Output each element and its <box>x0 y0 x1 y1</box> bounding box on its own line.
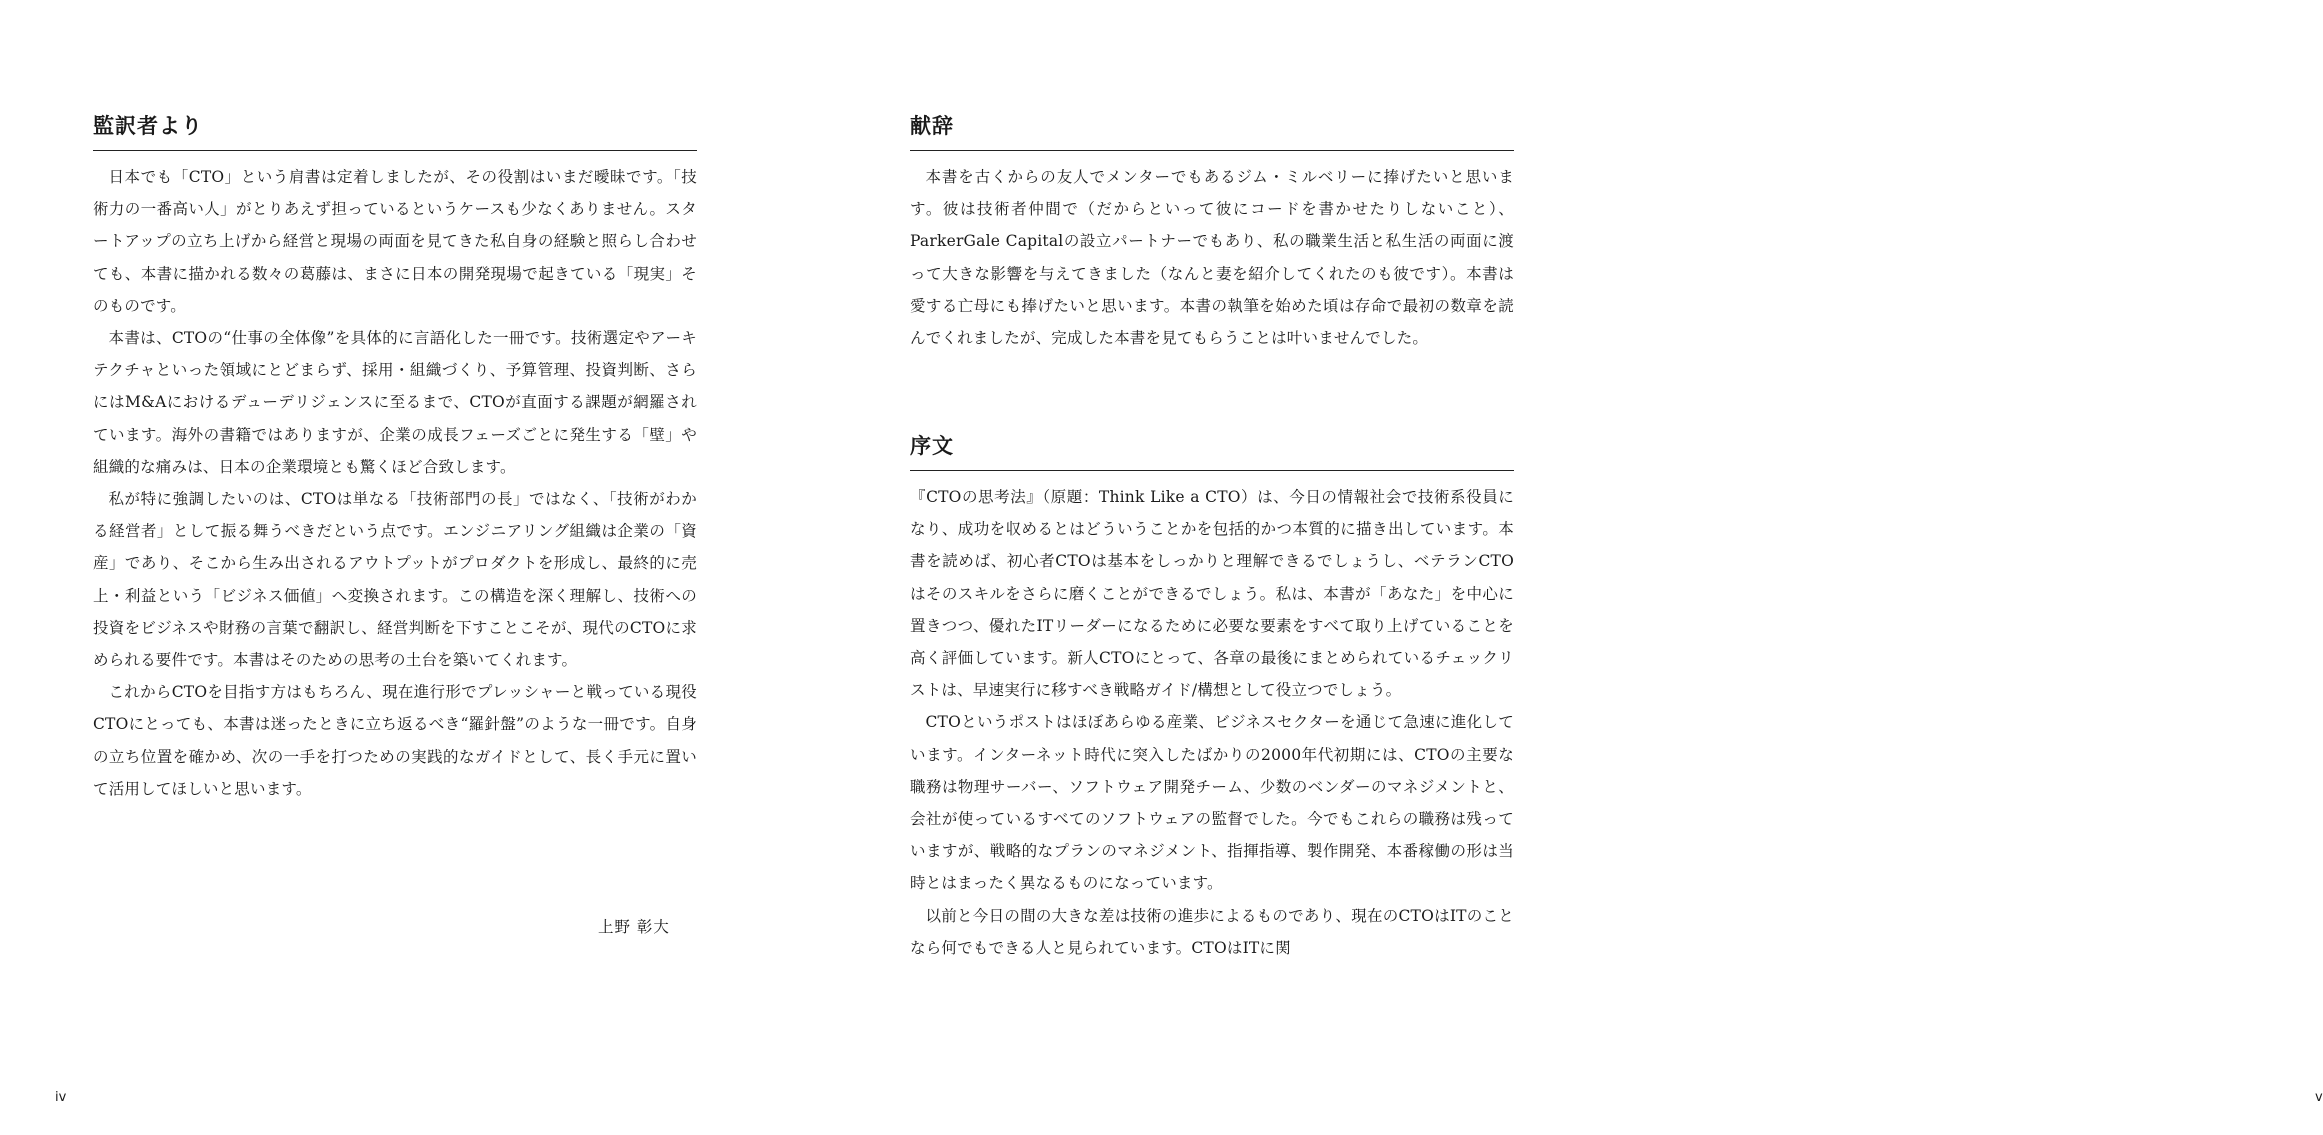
preface-body <box>910 481 1514 964</box>
left-page <box>0 0 800 1135</box>
translator-note-heading: 監訳者より <box>93 110 697 151</box>
right-page <box>800 0 2323 1135</box>
translator-note-body <box>93 161 697 805</box>
paragraph: 本書を古くからの友人でメンターでもあるジム・ミルベリーに捧げたいと思います。彼は技術者仲間で（だからといって彼にコードを書かせたりしないこと）、ParkerGale Capitalの設立パートナーでもあり、私の職業生活と私生活の両面に渡って大きな影響を与えてきました（なんと妻を紹介してくれたのも彼です）。本書は愛する亡母にも捧げたいと思います。本書の執筆を始めた頃は存命で最初の数章を読んでくれましたが、完成した本書を見てもらうことは叶いませんでした。 <box>910 168 1514 348</box>
dedication-section <box>910 110 1514 354</box>
page-number-left: iv <box>55 1090 67 1105</box>
paragraph: CTOというポストはほぼあらゆる産業、ビジネスセクターを通じて急速に進化しています。インターネット時代に突入したばかりの2000年代初期には、CTOの主要な職務は物理サーバー、ソフトウェア開発チーム、少数のベンダーのマネジメントと、会社が使っているすべてのソフトウェアの監督でした。今でもこれらの職務は残っていますが、戦略的なプランのマネジメント、指揮指導、製作開発、本番稼働の形は当時とはまったく異なるものになっています。 <box>910 713 1514 893</box>
preface-section <box>910 430 1514 964</box>
translator-signature: 上野 彰大 <box>598 918 670 936</box>
preface-heading: 序文 <box>910 430 1514 471</box>
dedication-heading: 献辞 <box>910 110 1514 151</box>
dedication-body <box>910 161 1514 354</box>
translator-note-section <box>93 110 697 805</box>
paragraph: 日本でも「CTO」という肩書は定着しましたが、その役割はいまだ曖昧です。「技術力の一番高い人」がとりあえず担っているというケースも少なくありません。スタートアップの立ち上げから経営と現場の両面を見てきた私自身の経験と照らし合わせても、本書に描かれる数々の葛藤は、まさに日本の開発現場で起きている「現実」そのものです。 <box>93 168 697 315</box>
paragraph: 本書は、CTOの“仕事の全体像”を具体的に言語化した一冊です。技術選定やアーキテクチャといった領域にとどまらず、採用・組織づくり、予算管理、投資判断、さらにはM&Aにおけるデューデリジェンスに至るまで、CTOが直面する課題が網羅されています。海外の書籍ではありますが、企業の成長フェーズごとに発生する「壁」や組織的な痛みは、日本の企業環境とも驚くほど合致します。 <box>93 329 697 476</box>
page-number-right: v <box>2315 1090 2323 1105</box>
paragraph: 『CTOの思考法』（原題：Think Like a CTO）は、今日の情報社会で技術系役員になり、成功を収めるとはどういうことかを包括的かつ本質的に描き出しています。本書を読めば、初心者CTOは基本をしっかりと理解できるでしょうし、ベテランCTOはそのスキルをさらに磨くことができるでしょう。私は、本書が「あなた」を中心に置きつつ、優れたITリーダーになるために必要な要素をすべて取り上げていることを高く評価しています。新人CTOにとって、各章の最後にまとめられているチェックリストは、早速実行に移すべき戦略ガイド/構想として役立つでしょう。 <box>910 488 1514 700</box>
paragraph: これからCTOを目指す方はもちろん、現在進行形でプレッシャーと戦っている現役CTOにとっても、本書は迷ったときに立ち返るべき“羅針盤”のような一冊です。自身の立ち位置を確かめ、次の一手を打つための実践的なガイドとして、長く手元に置いて活用してほしいと思います。 <box>93 683 697 798</box>
paragraph: 以前と今日の間の大きな差は技術の進歩によるものであり、現在のCTOはITのことなら何でもできる人と見られています。CTOはITに関 <box>910 906 1514 957</box>
paragraph: 私が特に強調したいのは、CTOは単なる「技術部門の長」ではなく、「技術がわかる経営者」として振る舞うべきだという点です。エンジニアリング組織は企業の「資産」であり、そこから生み出されるアウトプットがプロダクトを形成し、最終的に売上・利益という「ビジネス価値」へ変換されます。この構造を深く理解し、技術への投資をビジネスや財務の言葉で翻訳し、経営判断を下すことこそが、現代のCTOに求められる要件です。本書はそのための思考の土台を築いてくれます。 <box>93 490 697 670</box>
